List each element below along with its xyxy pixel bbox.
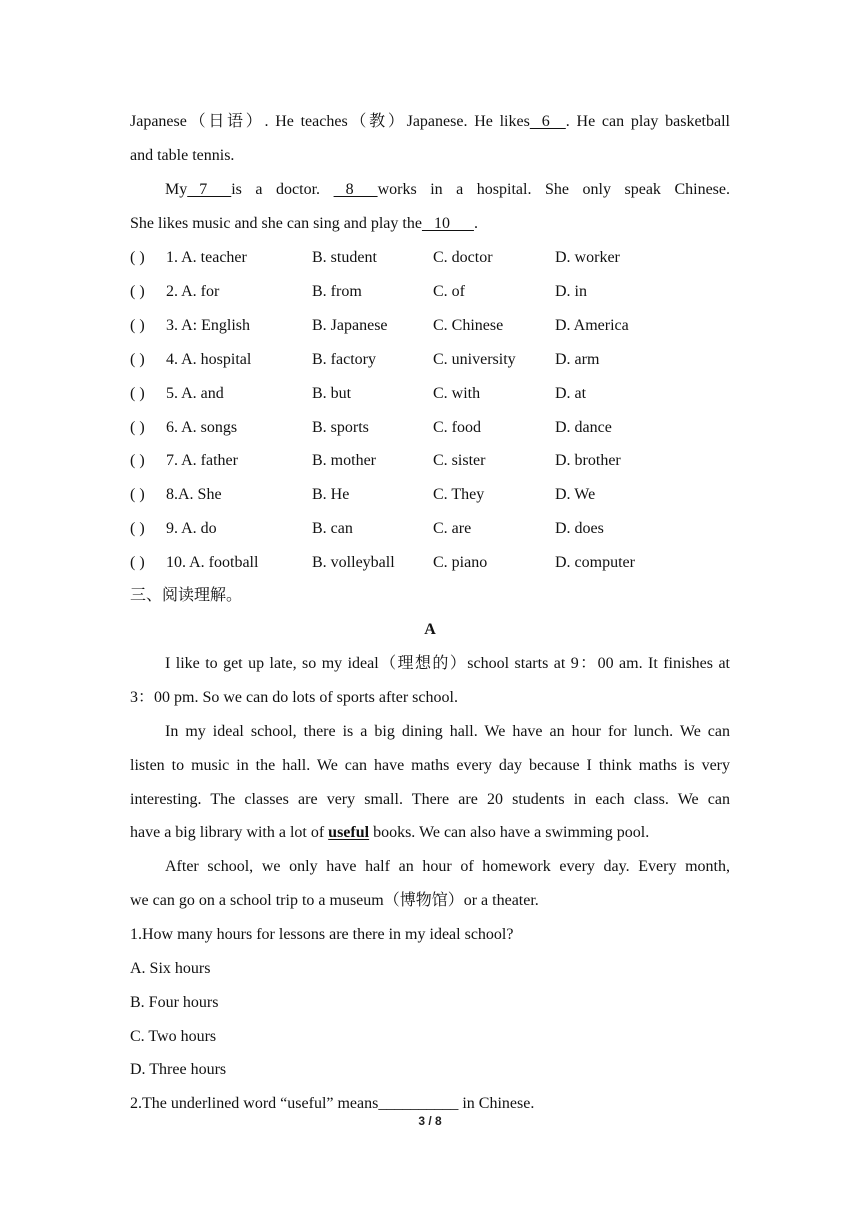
option-d: D. computer [555, 554, 635, 571]
passage-line: we can go on a school trip to a museum（博物馆）or a theater. [130, 892, 539, 909]
option-a: 2. A. for [166, 283, 220, 300]
q1-option-a[interactable]: A. Six hours [130, 960, 211, 977]
option-a: 10. A. football [166, 554, 259, 571]
underlined-word: useful [328, 824, 370, 841]
option-d: D. at [555, 385, 587, 402]
answer-blank[interactable]: __________ [378, 1095, 459, 1112]
passage-line: She likes music and she can sing and play the 10 . [130, 215, 478, 232]
option-a: 7. A. father [166, 452, 238, 469]
option-row [130, 316, 730, 336]
answer-paren[interactable]: ( ) [130, 385, 145, 402]
option-b: B. volleyball [312, 554, 395, 571]
passage-line: I like to get up late, so my ideal（理想的）school starts at 9：00 am. It finishes at [165, 655, 730, 672]
option-a: 3. A: English [166, 317, 251, 334]
option-d: D. America [555, 317, 629, 334]
passage-line: and table tennis. [130, 147, 235, 164]
answer-paren[interactable]: ( ) [130, 317, 145, 334]
passage-line: interesting. The classes are very small. There are 20 students in each class. We can [130, 791, 730, 808]
blank-6: 6 [529, 113, 566, 130]
option-d: D. dance [555, 419, 612, 436]
section-title: 三、阅读理解。 [130, 587, 243, 604]
option-b: B. He [312, 486, 350, 503]
option-c: C. of [433, 283, 465, 300]
option-b: B. sports [312, 419, 369, 436]
question-2: 2.The underlined word “useful” means__________ in Chinese. [130, 1095, 535, 1112]
option-c: C. sister [433, 452, 486, 469]
option-a: 9. A. do [166, 520, 217, 537]
q1-option-b[interactable]: B. Four hours [130, 994, 219, 1011]
option-c: C. food [433, 419, 481, 436]
option-c: C. piano [433, 554, 488, 571]
option-row [130, 451, 730, 471]
option-row [130, 282, 730, 302]
option-b: B. from [312, 283, 362, 300]
option-b: B. Japanese [312, 317, 388, 334]
option-row [130, 384, 730, 404]
answer-paren[interactable]: ( ) [130, 554, 145, 571]
blank-10: 10 [421, 215, 474, 232]
passage-line: Japanese（日语）. He teaches（教）Japanese. He likes 6 . He can play basketball [130, 113, 730, 130]
option-d: D. does [555, 520, 604, 537]
option-c: C. doctor [433, 249, 493, 266]
option-a: 6. A. songs [166, 419, 238, 436]
option-b: B. can [312, 520, 353, 537]
answer-paren[interactable]: ( ) [130, 351, 145, 368]
blank-8: 8 [333, 181, 378, 198]
passage-line: have a big library with a lot of useful books. We can also have a swimming pool. [130, 824, 650, 841]
option-row [130, 248, 730, 268]
option-c: C. Chinese [433, 317, 504, 334]
option-d: D. in [555, 283, 587, 300]
option-a: 5. A. and [166, 385, 224, 402]
option-c: C. are [433, 520, 472, 537]
passage-line: 3：00 pm. So we can do lots of sports after school. [130, 689, 458, 706]
option-c: C. They [433, 486, 485, 503]
passage-line: listen to music in the hall. We can have maths every day because I think maths is very [130, 757, 730, 774]
option-b: B. factory [312, 351, 376, 368]
option-row [130, 519, 730, 539]
answer-paren[interactable]: ( ) [130, 249, 145, 266]
option-row [130, 553, 730, 573]
q1-option-c[interactable]: C. Two hours [130, 1028, 217, 1045]
option-a: 8.A. She [166, 486, 222, 503]
passage-label: A [424, 621, 436, 638]
answer-paren[interactable]: ( ) [130, 486, 145, 503]
option-c: C. university [433, 351, 516, 368]
option-c: C. with [433, 385, 481, 402]
option-row [130, 485, 730, 505]
option-a: 1. A. teacher [166, 249, 247, 266]
option-d: D. worker [555, 249, 620, 266]
option-d: D. We [555, 486, 596, 503]
option-row [130, 350, 730, 370]
passage-line: My 7 is a doctor. 8 works in a hospital. She only speak Chinese. [165, 181, 730, 198]
option-b: B. student [312, 249, 377, 266]
blank-7: 7 [187, 181, 232, 198]
option-b: B. but [312, 385, 352, 402]
option-b: B. mother [312, 452, 376, 469]
page-number: 3 / 8 [418, 1114, 442, 1128]
option-a: 4. A. hospital [166, 351, 252, 368]
passage-line: In my ideal school, there is a big dining hall. We have an hour for lunch. We can [165, 723, 730, 740]
passage-line: After school, we only have half an hour of homework every day. Every month, [165, 858, 730, 875]
answer-paren[interactable]: ( ) [130, 283, 145, 300]
answer-paren[interactable]: ( ) [130, 452, 145, 469]
question-1: 1.How many hours for lessons are there in my ideal school? [130, 926, 514, 943]
option-row [130, 418, 730, 438]
answer-paren[interactable]: ( ) [130, 419, 145, 436]
q1-option-d[interactable]: D. Three hours [130, 1061, 227, 1078]
option-d: D. brother [555, 452, 621, 469]
option-d: D. arm [555, 351, 600, 368]
answer-paren[interactable]: ( ) [130, 520, 145, 537]
